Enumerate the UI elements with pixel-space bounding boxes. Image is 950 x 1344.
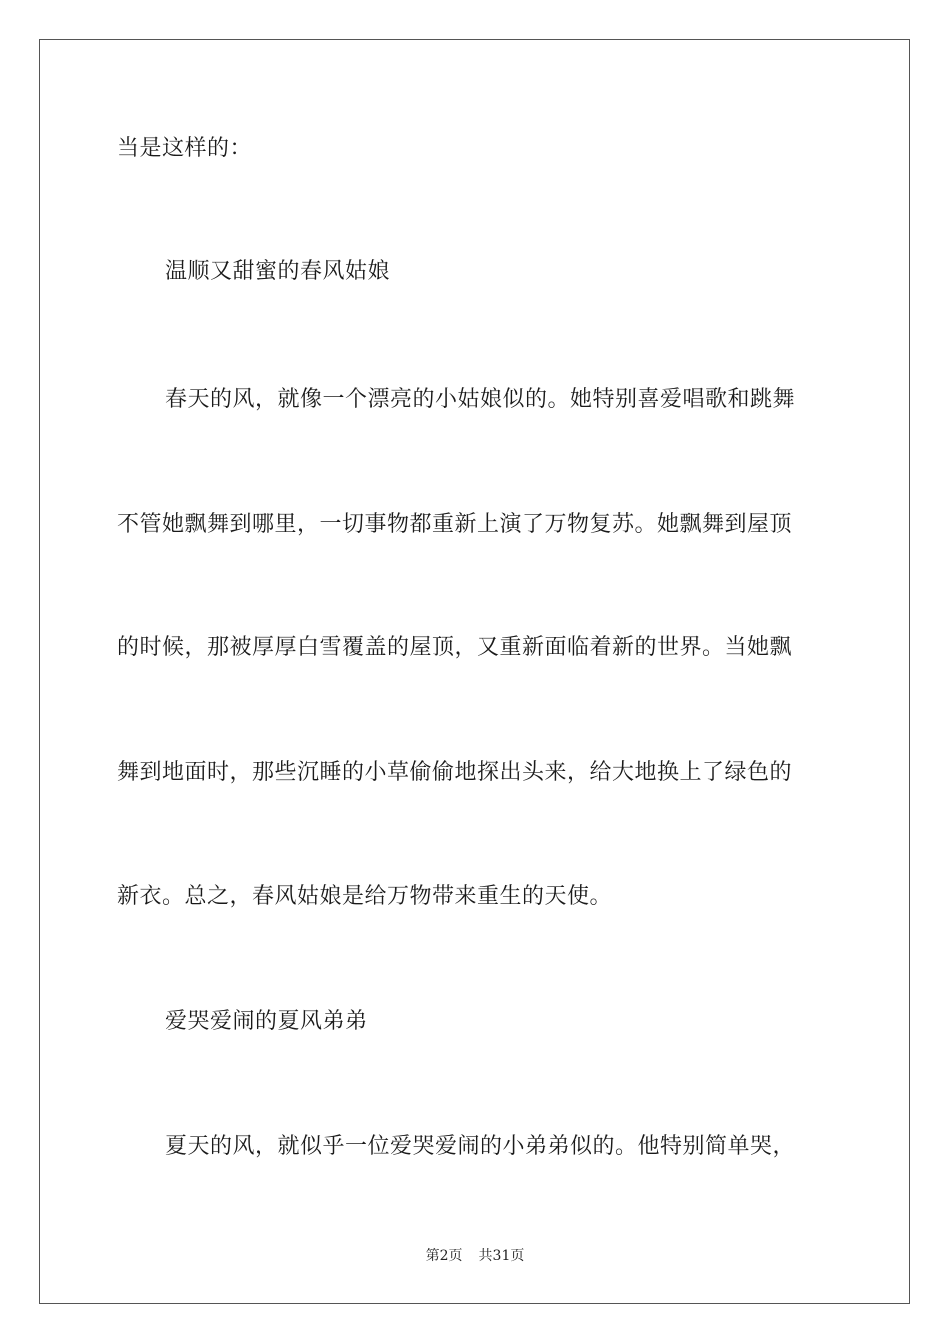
section-heading-summer: 爱哭爱闹的夏风弟弟	[165, 1009, 368, 1034]
paragraph-line: 舞到地面时，那些沉睡的小草偷偷地探出头来，给大地换上了绿色的	[117, 760, 793, 785]
paragraph-line: 春天的风，就像一个漂亮的小姑娘似的。她特别喜爱唱歌和跳舞	[165, 387, 796, 412]
page-total: 共31页	[478, 1248, 525, 1264]
page-footer	[0, 1247, 950, 1265]
section-heading-spring: 温顺又甜蜜的春风姑娘	[165, 259, 391, 284]
paragraph-line: 新衣。总之，春风姑娘是给万物带来重生的天使。	[117, 884, 613, 909]
paragraph-line: 不管她飘舞到哪里，一切事物都重新上演了万物复苏。她飘舞到屋顶	[117, 512, 793, 537]
paragraph-line: 当是这样的：	[117, 136, 253, 161]
paragraph-line: 夏天的风，就似乎一位爱哭爱闹的小弟弟似的。他特别简单哭，	[165, 1134, 796, 1159]
page-border	[39, 39, 910, 1304]
page-number: 第2页	[425, 1248, 463, 1264]
paragraph-line: 的时候，那被厚厚白雪覆盖的屋顶，又重新面临着新的世界。当她飘	[117, 635, 793, 660]
